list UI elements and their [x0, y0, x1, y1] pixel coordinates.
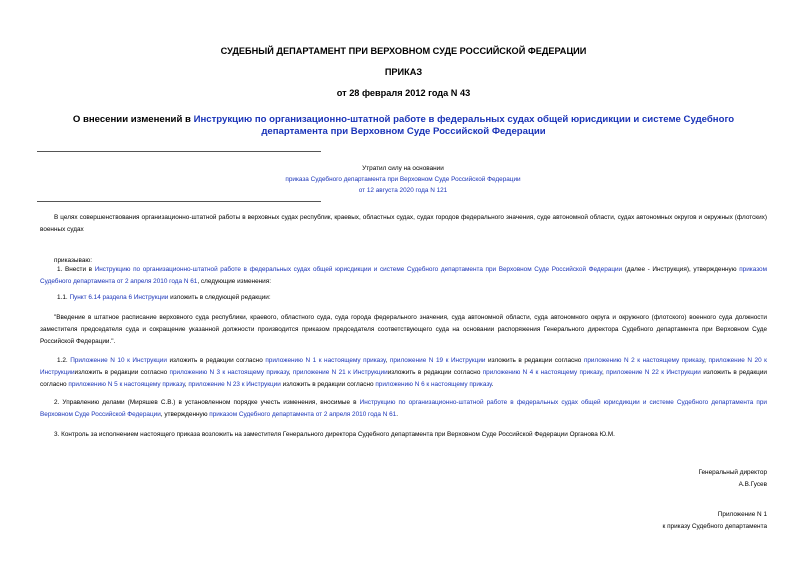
- signature-name: А.В.Гусев: [738, 481, 767, 488]
- appendix-19-link[interactable]: приложение N 19 к Инструкции: [389, 357, 486, 364]
- quoted-text: "Введение в штатное расписание верховного суда республики, краевого, областного суда, суда города федерального значения, суда автономной области, суда автономного округа и окружного (флотского) военного суда должности заместителя председателя суда и сокращение указанной должности производится приказом председателя соответствующего суда на основании распоряжения Генерального директора Судебного департамента при Верховном Суде Российской Федерации.".: [40, 314, 767, 346]
- doc-type: ПРИКАЗ: [384, 67, 423, 77]
- repeal-order-date-link[interactable]: от 12 августа 2020 года N 121: [358, 187, 448, 194]
- order-appendix-4-link[interactable]: приложению N 4 к настоящему приказу: [482, 369, 602, 377]
- appendix-22-link[interactable]: приложение N 22 к Инструкции: [606, 369, 701, 377]
- appendix-number: Приложение N 1: [717, 511, 767, 518]
- appendix-23-link[interactable]: приложение N 23 к Инструкции: [188, 381, 281, 389]
- order-word: приказываю:: [54, 257, 92, 264]
- repeal-order-link[interactable]: приказа Судебного департамента при Верховном Суде Российской Федерации: [285, 176, 521, 183]
- signature-block: [698, 467, 767, 491]
- signature-position: Генеральный директор: [698, 469, 767, 476]
- item-3: 3. Контроль за исполнением настоящего приказа возложить на заместителя Генерального директора Судебного департамента при Верховном Суде Российской Федерации Органова Ю.М.: [54, 431, 615, 438]
- doc-date: от 28 февраля 2012 года N 43: [336, 88, 471, 98]
- order-appendix-6-link[interactable]: приложению N 6 к настоящему приказу: [375, 381, 492, 389]
- order-61-link[interactable]: приказом Судебного департамента от 2 апреля 2010 года N 61: [209, 411, 397, 419]
- order-appendix-3-link[interactable]: приложению N 3 к настоящему приказу: [169, 369, 289, 377]
- item-1: 1. Внести в Инструкцию по организационно-штатной работе в федеральных судах общей юрисдикции и системе Судебного департамента при Верховном Суде Российской Федерации (далее - Инструкция), утвержденную приказом Судебного департамента от 2 апреля 2010 года N 61, следующие изменения:: [40, 266, 767, 286]
- order-61-link[interactable]: приказом Судебного департамента от 2 апреля 2010 года N 61: [40, 266, 767, 286]
- paragraph-6-14-link[interactable]: Пункт 6.14 раздела 6 Инструкции: [69, 294, 169, 301]
- instruction-link[interactable]: Инструкцию по организационно-штатной работе в федеральных судах общей юрисдикции и системе Судебного департамента при Верховном Суде Российской Федерации: [193, 114, 735, 137]
- appendix-heading: [663, 509, 767, 533]
- appendix-10-link[interactable]: Приложение N 10 к Инструкции: [70, 357, 167, 364]
- item-2: 2. Управлению делами (Миряшев С.В.) в установленном порядке учесть изменения, вносимые в Инструкцию по организационно-штатной работе в федеральных судах общей юрисдикции и системе Судебного департамента при Верховном Суде Российской Федерации, утвержденную приказом Судебного департамента от 2 апреля 2010 года N 61.: [40, 399, 767, 419]
- appendix-20-link[interactable]: приложение N 20 к Инструкции: [40, 357, 767, 377]
- divider-top: [37, 151, 321, 152]
- order-appendix-5-link[interactable]: приложению N 5 к настоящему приказу: [68, 381, 185, 389]
- org-name: СУДЕБНЫЙ ДЕПАРТАМЕНТ ПРИ ВЕРХОВНОМ СУДЕ РОССИЙСКОЙ ФЕДЕРАЦИИ: [220, 46, 587, 56]
- appendix-caption: к приказу Судебного департамента: [662, 523, 767, 530]
- divider-bottom: [37, 201, 321, 202]
- repeal-note-line1: Утратил силу на основании: [362, 165, 444, 172]
- instruction-link[interactable]: Инструкцию по организационно-штатной работе в федеральных судах общей юрисдикции и системе Судебного департамента при Верховном Суде Российской Федерации: [40, 399, 767, 419]
- order-appendix-1-link[interactable]: приложению N 1 к настоящему приказу: [265, 357, 386, 364]
- instruction-link[interactable]: Инструкцию по организационно-штатной работе в федеральных судах общей юрисдикции и системе Судебного департамента при Верховном Суде Российской Федерации: [94, 266, 623, 273]
- order-appendix-2-link[interactable]: приложению N 2 к настоящему приказу: [583, 357, 705, 364]
- title-prefix: О внесении изменений в: [72, 114, 194, 125]
- appendix-21-link[interactable]: приложение N 21 к Инструкции: [292, 369, 388, 377]
- item-1-1: 1.1. Пункт 6.14 раздела 6 Инструкции изложить в следующей редакции:: [57, 294, 271, 301]
- preamble: В целях совершенствования организационно-штатной работы в верховных судах республик, краевых, областных судах, судах городов федерального значения, суде автономной области, судах автономных округов и окружных (флотских) военных судах: [40, 214, 767, 234]
- doc-title: [40, 114, 767, 138]
- item-1-2: 1.2. Приложение N 10 к Инструкции изложить в редакции согласно приложению N 1 к настоящему приказу, приложение N 19 к Инструкции изложить в редакции согласно приложению N 2 к настоящему приказу, приложение N 20 к Инструкцииизложить в редакции согласно приложению N 3 к настоящему приказу, приложение N 21 к Инструкцииизложить в редакции согласно приложению N 4 к настоящему приказу, приложение N 22 к Инструкции изложить в редакции согласно приложению N 5 к настоящему приказу, приложение N 23 к Инструкции изложить в редакции согласно приложению N 6 к настоящему приказу.: [40, 357, 767, 389]
- repeal-note: [180, 163, 626, 196]
